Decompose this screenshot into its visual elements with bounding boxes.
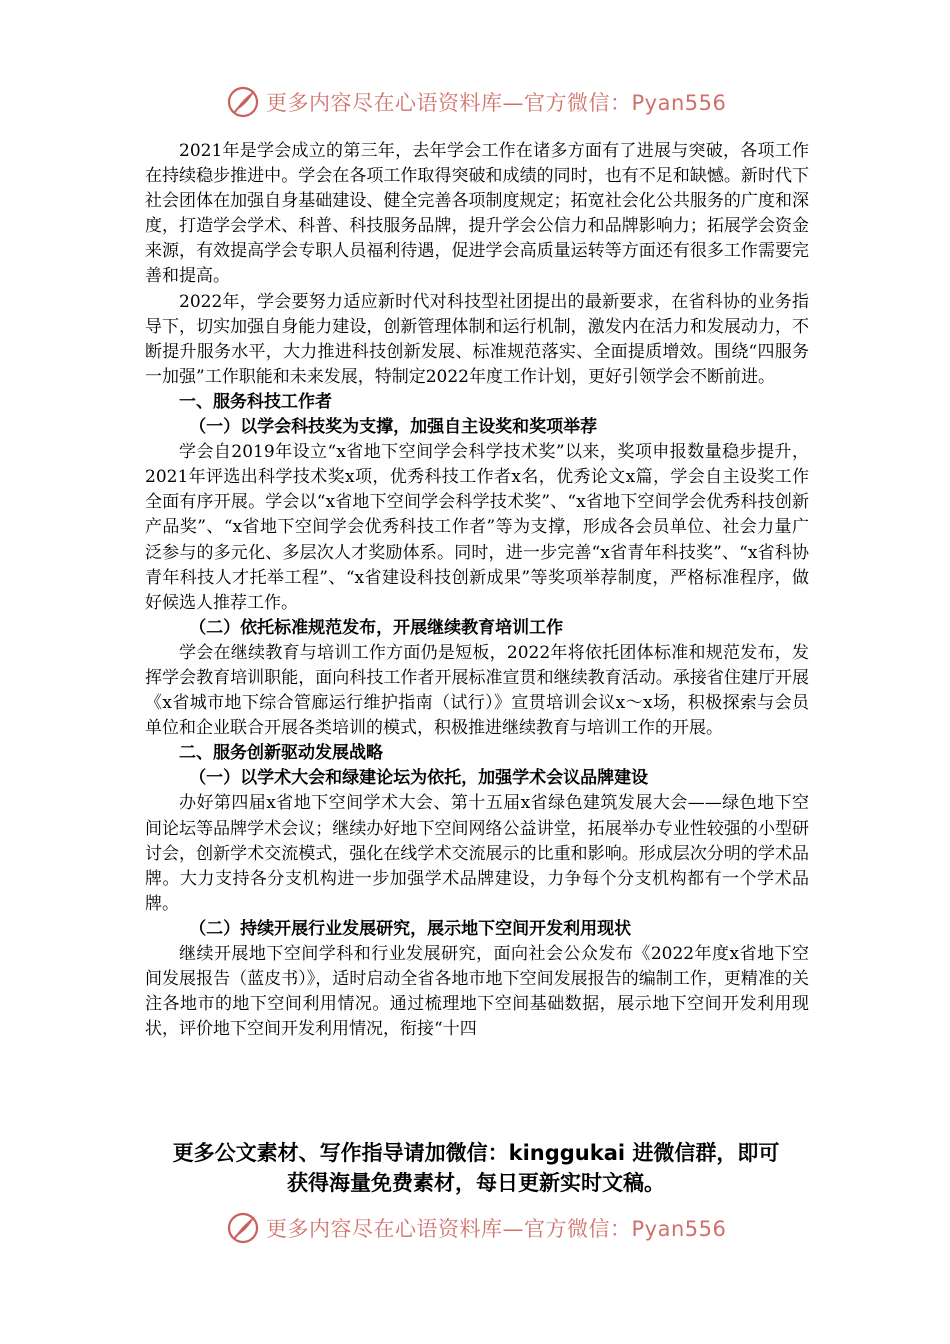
section-heading: 一、服务科技工作者	[179, 391, 332, 412]
subsection-heading: （一）以学会科技奖为支撑，加强自主设奖和奖项举荐	[189, 417, 598, 438]
feather-pen-logo-icon	[226, 1211, 260, 1245]
document-body	[145, 139, 809, 1042]
paragraph: 2022年，学会要努力适应新时代对科技型社团提出的最新要求，在省科协的业务指导下，切实加强自身能力建设，创新管理体制和运行机制，激发内在活力和发展动力，不断提升服务水平，大力推进科技创新发展、标准规范落实、全面提质增效。围绕“四服务一加强”工作职能和未来发展，特制定2022年度工作计划，更好引领学会不断前进。	[145, 291, 809, 387]
promo-line: 获得海量免费素材，每日更新实时文稿。	[287, 1171, 665, 1195]
promo-line: 更多公文素材、写作指导请加微信：kinggukai 进微信群，即可	[172, 1141, 780, 1165]
paragraph: 学会自2019年设立“x省地下空间学会科学技术奖”以来，奖项申报数量稳步提升，2021年评选出科学技术奖x项，优秀科技工作者x名，优秀论文x篇，学会自主设奖工作全面有序开展。学会以“x省地下空间学会科学技术奖”、“x省地下空间学会优秀科技创新产品奖”、“x省地下空间学会优秀科技工作者”等为支撑，形成各会员单位、社会力量广泛参与的多元化、多层次人才奖励体系。同时，进一步完善“x省青年科技奖”、“x省科协青年科技人才托举工程”、“x省建设科技创新成果”等奖项举荐制度，严格标准程序，做好候选人推荐工作。	[145, 442, 809, 613]
watermark-footer	[226, 1210, 746, 1246]
watermark-text: 更多内容尽在心语资料库—官方微信：Pyan556	[266, 1217, 727, 1241]
feather-pen-logo-icon	[226, 85, 260, 119]
paragraph: 学会在继续教育与培训工作方面仍是短板，2022年将依托团体标准和规范发布，发挥学会教育培训职能，面向科技工作者开展标准宣贯和继续教育活动。承接省住建厅开展《x省城市地下综合管廊运行维护指南（试行）》宣贯培训会议x～x场，积极探索与会员单位和企业联合开展各类培训的模式，积极推进继续教育与培训工作的开展。	[145, 642, 809, 739]
subsection-heading: （二）持续开展行业发展研究，展示地下空间开发利用现状	[189, 918, 632, 939]
paragraph: 继续开展地下空间学科和行业发展研究，面向社会公众发布《2022年度x省地下空间发展报告（蓝皮书）》，适时启动全省各地市地下空间发展报告的编制工作，更精准的关注各地市的地下空间利用情况。通过梳理地下空间基础数据，展示地下空间开发利用现状，评价地下空间开发利用情况，衔接“十四	[145, 944, 809, 1040]
paragraph: 2021年是学会成立的第三年，去年学会工作在诸多方面有了进展与突破，各项工作在持续稳步推进中。学会在各项工作取得突破和成绩的同时，也有不足和缺憾。新时代下社会团体在加强自身基础建设、健全完善各项制度规定；拓宽社会化公共服务的广度和深度，打造学会学术、科普、科技服务品牌，提升学会公信力和品牌影响力；拓展学会资金来源，有效提高学会专职人员福利待遇，促进学会高质量运转等方面还有很多工作需要完善和提高。	[145, 141, 809, 287]
paragraph: 办好第四届x省地下空间学术大会、第十五届x省绿色建筑发展大会——绿色地下空间论坛等品牌学术会议；继续办好地下空间网络公益讲堂，拓展举办专业性较强的小型研讨会，创新学术交流模式，强化在线学术交流展示的比重和影响。形成层次分明的学术品牌。大力支持各分支机构进一步加强学术品牌建设，力争每个分支机构都有一个学术品牌。	[145, 793, 809, 914]
section-heading: 二、服务创新驱动发展战略	[179, 743, 383, 764]
promo-banner	[120, 1138, 832, 1198]
subsection-heading: （二）依托标准规范发布，开展继续教育培训工作	[189, 617, 564, 638]
subsection-heading: （一）以学术大会和绿建论坛为依托，加强学术会议品牌建设	[189, 768, 649, 789]
watermark-header	[226, 84, 746, 120]
watermark-text: 更多内容尽在心语资料库—官方微信：Pyan556	[266, 91, 727, 115]
